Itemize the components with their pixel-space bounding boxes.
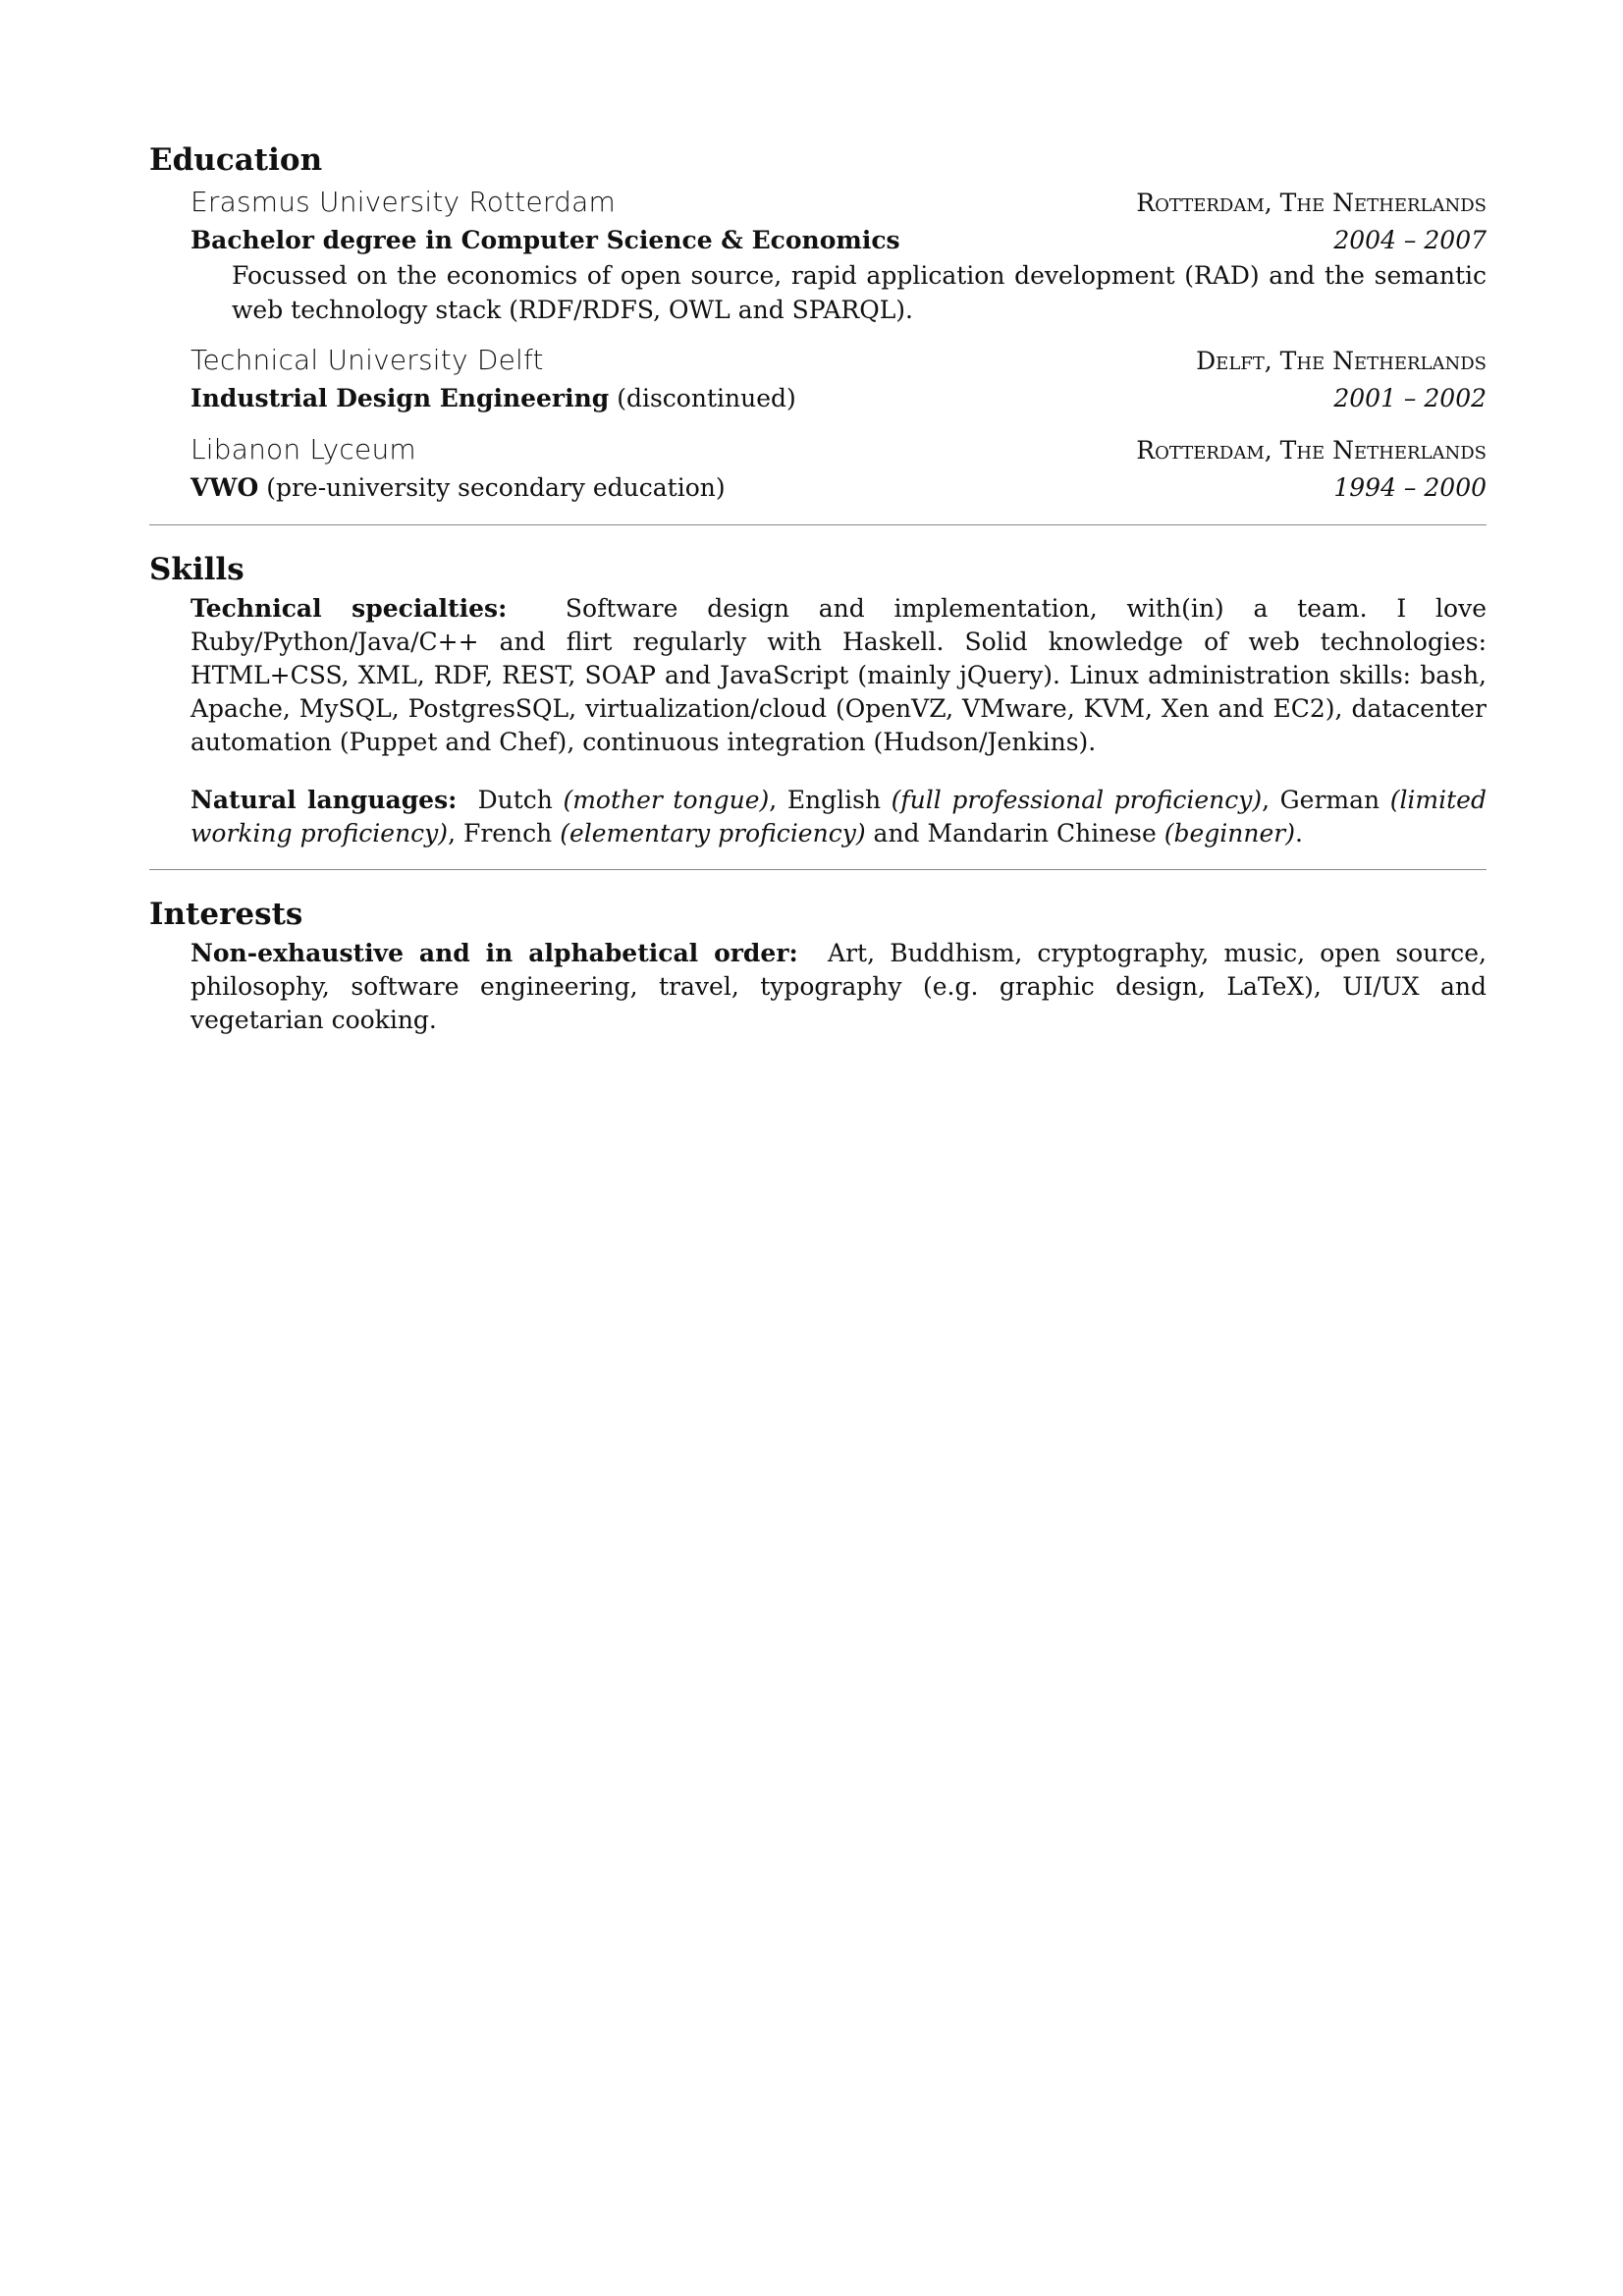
degree-dates: 2004 – 2007	[1333, 226, 1487, 254]
section-divider	[149, 869, 1487, 870]
degree-row	[190, 469, 1487, 506]
degree-row	[190, 222, 1487, 258]
lang-english-level: (full professional proficiency)	[891, 786, 1263, 814]
degree-note: (discontinued)	[609, 384, 796, 412]
degree-title	[190, 222, 900, 258]
lang-french: French	[462, 819, 553, 847]
lang-french-level: (elementary proficiency)	[560, 819, 866, 847]
institution-location: Delft, The Netherlands	[1196, 347, 1487, 375]
education-entry	[149, 430, 1487, 506]
lang-german-level: (limited working proficiency)	[190, 786, 1487, 847]
lang-mandarin-level: (beginner)	[1163, 819, 1295, 847]
degree-name: VWO	[190, 473, 259, 502]
degree-row	[190, 380, 1487, 416]
degree-title	[190, 469, 726, 506]
technical-label: Technical specialties:	[190, 594, 508, 623]
degree-title	[190, 380, 796, 416]
institution-location: Rotterdam, The Netherlands	[1136, 436, 1487, 465]
lang-mandarin: Mandarin Chinese	[927, 819, 1157, 847]
interests-section	[149, 894, 1487, 1037]
institution-location: Rotterdam, The Netherlands	[1136, 189, 1487, 217]
languages-label: Natural languages:	[190, 786, 458, 814]
skills-heading: Skills	[149, 552, 244, 587]
lang-english: English	[786, 786, 882, 814]
education-heading: Education	[149, 142, 323, 178]
lang-dutch-level: (mother tongue)	[563, 786, 770, 814]
degree-name: Industrial Design Engineering	[190, 384, 610, 412]
institution-name: Technical University Delft	[190, 344, 544, 376]
institution-row	[190, 341, 1487, 380]
education-entry	[149, 341, 1487, 416]
section-divider	[149, 524, 1487, 525]
degree-description: Focussed on the economics of open source, rapid application development (RAD) and the semantic web technology stack (RDF/RDFS, OWL and SPARQL).	[232, 261, 1487, 324]
lang-connector: and	[873, 819, 920, 847]
lang-german: German	[1279, 786, 1380, 814]
education-section	[149, 139, 1487, 506]
education-entry	[149, 183, 1487, 327]
cv-content	[149, 139, 1487, 1047]
institution-name: Erasmus University Rotterdam	[190, 186, 616, 218]
degree-note: (pre-university secondary education)	[258, 473, 726, 502]
interests-text: Art, Buddhism, cryptography, music, open source, philosophy, software engineering, travel, typography (e.g. graphic design, LaTeX), UI/UX and vegetarian cooking.	[190, 939, 1487, 1034]
lang-dutch: Dutch	[477, 786, 553, 814]
interests-heading: Interests	[149, 897, 303, 932]
degree-dates: 2001 – 2002	[1333, 384, 1487, 412]
interests-label: Non-exhaustive and in alphabetical order:	[190, 939, 798, 967]
degree-dates: 1994 – 2000	[1333, 473, 1487, 502]
institution-name: Libanon Lyceum	[190, 433, 416, 465]
institution-row	[190, 430, 1487, 469]
technical-specialties	[190, 592, 1487, 759]
institution-row	[190, 183, 1487, 222]
interests-paragraph	[190, 937, 1487, 1037]
technical-text: Software design and implementation, with(in) a team. I love Ruby/Python/Java/C++ and flirt regularly with Haskell. Solid knowledge of web technologies: HTML+CSS, XML, RDF, REST, SOAP and JavaScript (mainly jQuery). Linux administration skills: bash, Apache, MySQL, PostgresSQL, virtualization/cloud (OpenVZ, VMware, KVM, Xen and EC2), datacenter automation (Puppet and Chef), continuous integration (Hudson/Jenkins).	[190, 594, 1487, 756]
skills-section	[149, 549, 1487, 850]
natural-languages: Natural languages: Dutch (mother tongue), English (full professional proficiency), German (limited working proficiency), French (elementary proficiency) and Mandarin Chinese (beginner).	[190, 786, 1487, 847]
degree-name: Bachelor degree in Computer Science & Economics	[190, 226, 900, 254]
